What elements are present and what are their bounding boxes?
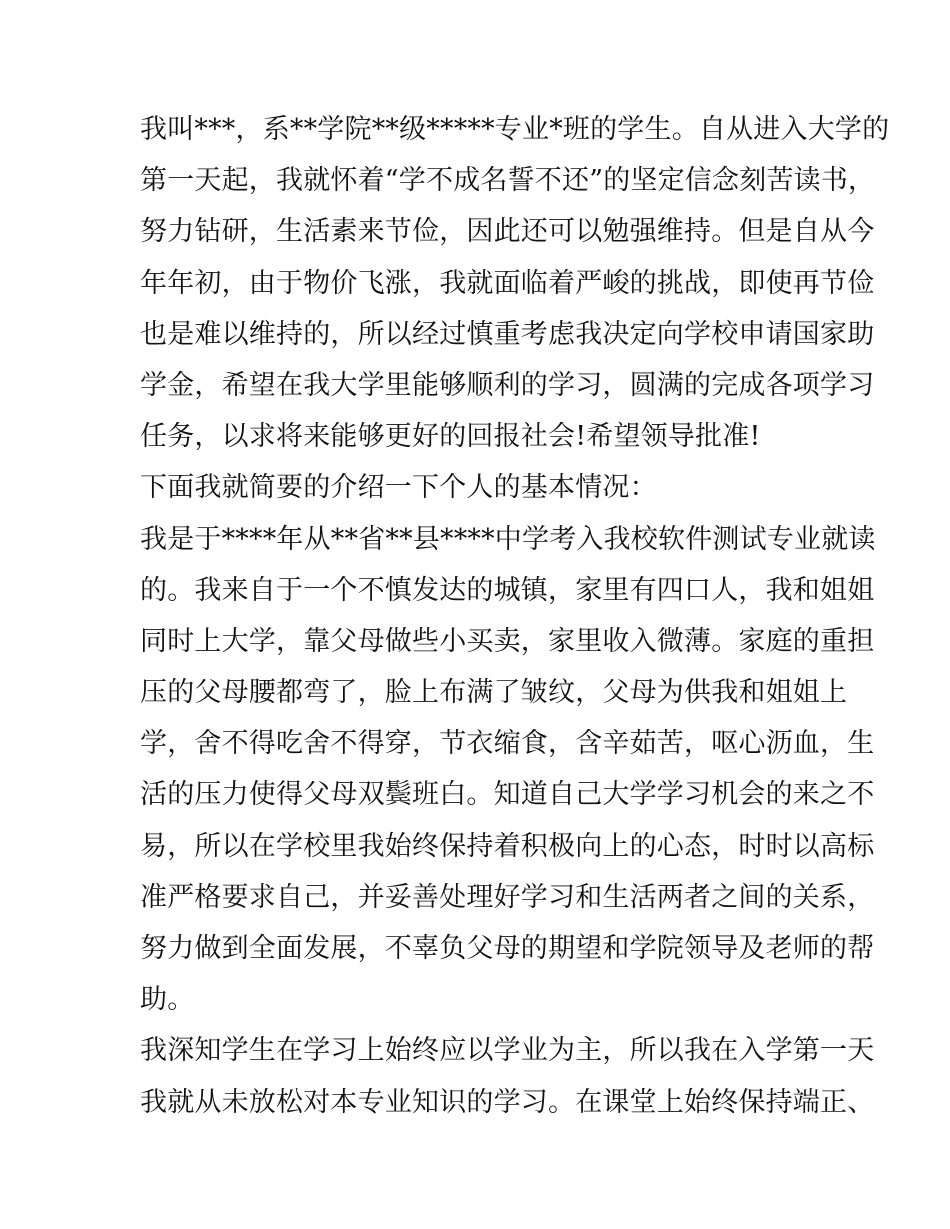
text-line: 年年初，由于物价飞涨，我就面临着严峻的挑战，即使再节俭 [140,267,875,299]
text-line: 第一天起，我就怀着“学不成名誓不还”的坚定信念刻苦读书， [140,165,876,197]
text-line: 压的父母腰都弯了，脸上布满了皱纹，父母为供我和姐姐上 [140,677,848,709]
text-line: 努力做到全面发展，不辜负父母的期望和学院领导及老师的帮 [140,933,875,964]
text-line: 活的压力使得父母双鬓班白。知道自己大学学习机会的来之不 [140,779,875,811]
document-body [140,104,890,1128]
text-line: 我是于****年从**省**县****中学考入我校软件测试专业就读 [140,523,876,555]
text-line: 的。我来自于一个不慎发达的城镇，家里有四口人，我和姐姐 [140,574,875,606]
text-line: 同时上大学，靠父母做些小买卖，家里收入微薄。家庭的重担 [140,625,875,657]
text-line: 我叫***，系**学院**级*****专业*班的学生。自从进入大学的 [140,114,890,145]
text-line: 我就从未放松对本专业知识的学习。在课堂上始终保持端正、 [140,1086,875,1118]
text-line: 下面我就简要的介绍一下个人的基本情况： [140,472,657,504]
text-line: 学金，希望在我大学里能够顺利的学习，圆满的完成各项学习 [140,369,875,401]
text-line: 我深知学生在学习上始终应以学业为主，所以我在入学第一天 [140,1035,875,1067]
text-line: 易，所以在学校里我始终保持着积极向上的心态，时时以高标 [140,830,875,862]
text-line: 准严格要求自己，并妥善处理好学习和生活两者之间的关系， [140,881,875,913]
text-line: 任务，以求将来能够更好的回报社会!希望领导批准! [140,421,761,453]
text-line: 努力钻研，生活素来节俭，因此还可以勉强维持。但是自从今 [140,216,875,248]
text-line: 也是难以维持的，所以经过慎重考虑我决定向学校申请国家助 [140,318,875,350]
text-line: 助。 [140,984,195,1016]
text-line: 学，舍不得吃舍不得穿，节衣缩食，含辛茹苦，呕心沥血，生 [140,728,875,760]
